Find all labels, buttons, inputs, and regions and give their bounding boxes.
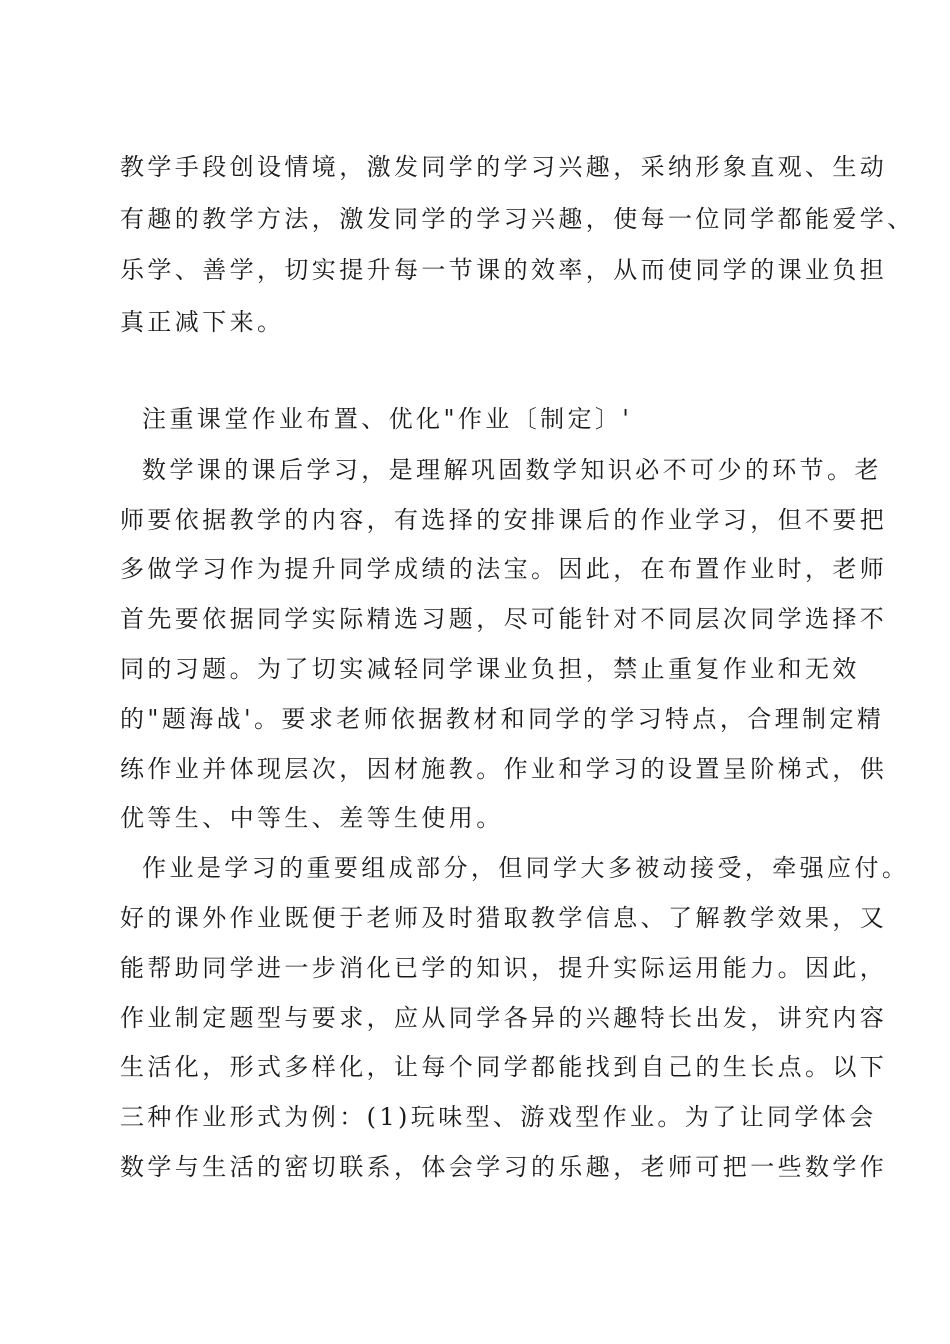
text-line: 师要依据教学的内容，有选择的安排课后的作业学习，但不要把 xyxy=(120,506,888,534)
text-line: 优等生、中等生、差等生使用。 xyxy=(120,804,504,832)
text-line: 多做学习作为提升同学成绩的法宝。因此，在布置作业时，老师 xyxy=(120,555,888,583)
text-line: 首先要依据同学实际精选习题，尽可能针对不同层次同学选择不 xyxy=(120,605,888,633)
text-line: 教学手段创设情境，激发同学的学习兴趣，采纳形象直观、生动 xyxy=(120,153,888,181)
text-line: 好的课外作业既便于老师及时猎取教学信息、了解教学效果，又 xyxy=(120,904,888,932)
section-heading: 注重课堂作业布置、优化"作业〔制定〕' xyxy=(120,405,633,433)
text-line: 三种作业形式为例：(1)玩味型、游戏型作业。为了让同学体会 xyxy=(120,1103,877,1131)
text-line: 的"题海战'。要求老师依据教材和同学的学习特点，合理制定精 xyxy=(120,705,885,733)
text-line: 乐学、善学，切实提升每一节课的效率，从而使同学的课业负担 xyxy=(120,256,888,284)
text-line: 同的习题。为了切实减轻同学课业负担，禁止重复作业和无效 xyxy=(120,655,860,683)
text-line: 作业制定题型与要求，应从同学各异的兴趣特长出发，讲究内容 xyxy=(120,1004,888,1032)
text-line: 数学课的课后学习，是理解巩固数学知识必不可少的环节。老 xyxy=(120,456,882,484)
text-line: 能帮助同学进一步消化已学的知识，提升实际运用能力。因此， xyxy=(120,954,888,982)
text-line: 练作业并体现层次，因材施教。作业和学习的设置呈阶梯式，供 xyxy=(120,755,888,783)
text-line: 作业是学习的重要组成部分，但同学大多被动接受，牵强应付。 xyxy=(120,854,910,882)
text-line: 真正减下来。 xyxy=(120,308,285,336)
text-line: 数学与生活的密切联系，体会学习的乐趣，老师可把一些数学作 xyxy=(120,1153,888,1181)
text-line: 生活化，形式多样化，让每个同学都能找到自己的生长点。以下 xyxy=(120,1053,888,1081)
text-line: 有趣的教学方法，激发同学的学习兴趣，使每一位同学都能爱学、 xyxy=(120,205,915,233)
